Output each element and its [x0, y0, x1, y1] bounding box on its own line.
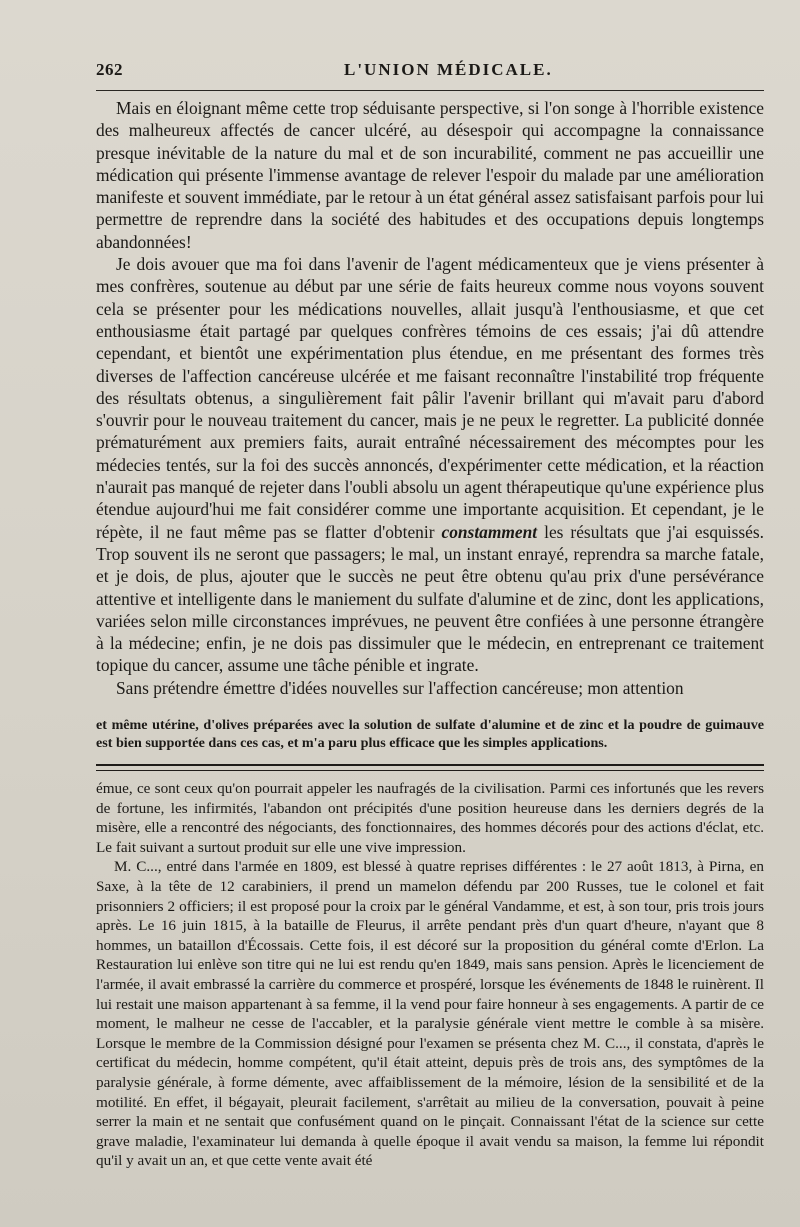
feuilleton-paragraph: M. C..., entré dans l'armée en 1809, est blessé à quatre reprises différentes : le 27 août 1813, à Pirna, en Saxe, à la tête de 12 carabiniers, il prend un mamelon défendu par 200 Russes, tue le colonel et fait prisonniers 2 officiers; il est proposé pour la croix par le général Vandamme, et est, à son tour, pris trois jours après. Le 16 juin 1815, à la bataille de Fleurus, il arrête pendant près d'un quart d'heure, n'ayant que 8 hommes, un bataillon d'Écossais. Cette fois, il est décoré sur la proposition du général comte d'Erlon. La Restauration lui enlève son titre qui ne lui est rendu qu'en 1849, mais sans pension. Après le licenciement de l'armée, il avait embrassé la carrière du commerce et prospéré, lorsque les événements de 1848 le ruinèrent. Il lui restait une maison appartenant à sa femme, il la vend pour faire honneur à ses engagements. A partir de ce moment, le malheur ne cesse de l'accabler, et la paralysie générale vient mettre le comble à sa misère. Lorsque le membre de la Commission désigné pour l'examen se présenta chez M. C..., il constata, d'après le certificat du médecin, homme compétent, qu'il était atteint, depuis près de trois ans, des symptômes de la paralysie générale, à forme démente, avec affaiblissement de la mémoire, lésion de la sensibilité et de la motilité. En effet, il bégayait, pleurait facilement, s'arrêtait au milieu de la conversation, pouvait à peine serrer la main et ne sentait que confusément quand on le pinçait. Connaissant l'état de la science sur cette grave maladie, l'examinateur lui demanda à quelle époque il avait vendu sa maison, la femme lui répondit qu'il y avait un an, et que cette vente avait été — [96, 858, 764, 1170]
text-run: les résultats que j'ai esquissés. Trop souvent ils ne seront que passagers; le mal, un instant enrayé, reprendra sa marche fatale, et je dois, de plus, ajouter que le succès ne peut être obtenu qu'au prix d'une persévérance attentive et intelligente dans le maniement du sulfate d'alumine et de zinc, dont les applications, variées selon mille circonstances imprévues, ne peuvent être confiées à une personne étrangère à la médecine; enfin, je ne dois pas dissimuler que le médecin, en entreprenant ce traitement topique du cancer, assume une tâche pénible et ingrate. — [96, 521, 764, 676]
paragraph: Sans prétendre émettre d'idées nouvelles sur l'affection cancéreuse; mon attention — [116, 677, 684, 698]
text-run: Je dois avouer que ma foi dans l'avenir de l'agent médicamenteux que je viens présenter à mes confrères, soutenue au début par une série de faits heureux comme nous voyons souvent cela se présenter pour les médications nouvelles, allait jusqu'à l'enthousiasme, et que cet enthousiasme était partagé par quelques confrères témoins de ces essais; j'ai dû attendre cependant, et bientôt une expérimentation plus étendue, en me présentant des formes très diverses de l'affection cancéreuse ulcérée et me faisant reconnaître l'instabilité trop fréquente des résultats obtenus, a singulièrement fait pâlir l'avenir brillant qui m'avait paru d'abord s'ouvrir pour le nouveau traitement du cancer, mais je ne peux le regretter. La publicité donnée prématurément aux premiers faits, aurait entraîné nécessairement des mécomptes pour les médecies tentés, sur la foi des succès annoncés, d'expérimenter cette médication, et la réaction n'aurait pas manqué de rejeter dans l'oubli absolu un agent thérapeutique qu'une expérience plus étendue aujourd'hui me fait considérer comme une importante acquisition. Et cependant, je le répète, il ne faut même pas se flatter d'obtenir — [96, 254, 764, 542]
running-title: L'UNION MÉDICALE. — [344, 60, 553, 79]
emphasis: constamment — [441, 521, 538, 542]
page-number: 262 — [96, 60, 123, 79]
paragraph: Mais en éloignant même cette trop séduisante perspective, si l'on songe à l'horrible existence des malheureux affectés de cancer ulcéré, au désespoir qui accompagne la connaissance presque inévitable de la nature du mal et de son incurabilité, comment ne pas accueillir une médication qui présente l'immense avantage de relever l'espoir du malade par une amélioration manifeste et souvent immédiate, par le retour à un état général assez satisfaisant parfois pour lui permettre de reprendre dans la société des habitudes et des occupations depuis longtemps abandonnées! — [96, 98, 764, 252]
main-text — [96, 97, 764, 699]
header-rule — [96, 90, 764, 91]
feuilleton-text — [96, 779, 764, 1171]
feuilleton-paragraph: émue, ce sont ceux qu'on pourrait appeler les naufragés de la civilisation. Parmi ces infortunés que les revers de fortune, les infirmités, l'abandon ont précipités d'une position heureuse dans les derniers degrés de la misère, elle a rencontré des négociants, des fonctionnaires, des hommes décorés pour des actions d'éclat, etc. Le fait suivant a surtout produit sur elle une vive impression. — [96, 780, 764, 856]
running-header — [96, 60, 764, 88]
footnote-text: et même utérine, d'olives préparées avec la solution de sulfate d'alumine et de zinc et la poudre de guimauve est bien supportée dans ces cas, et m'a paru plus efficace que les simples applications. — [96, 717, 764, 751]
feuilleton-separator — [96, 764, 764, 771]
footnote-continuation — [96, 717, 764, 752]
paragraph — [96, 253, 764, 677]
